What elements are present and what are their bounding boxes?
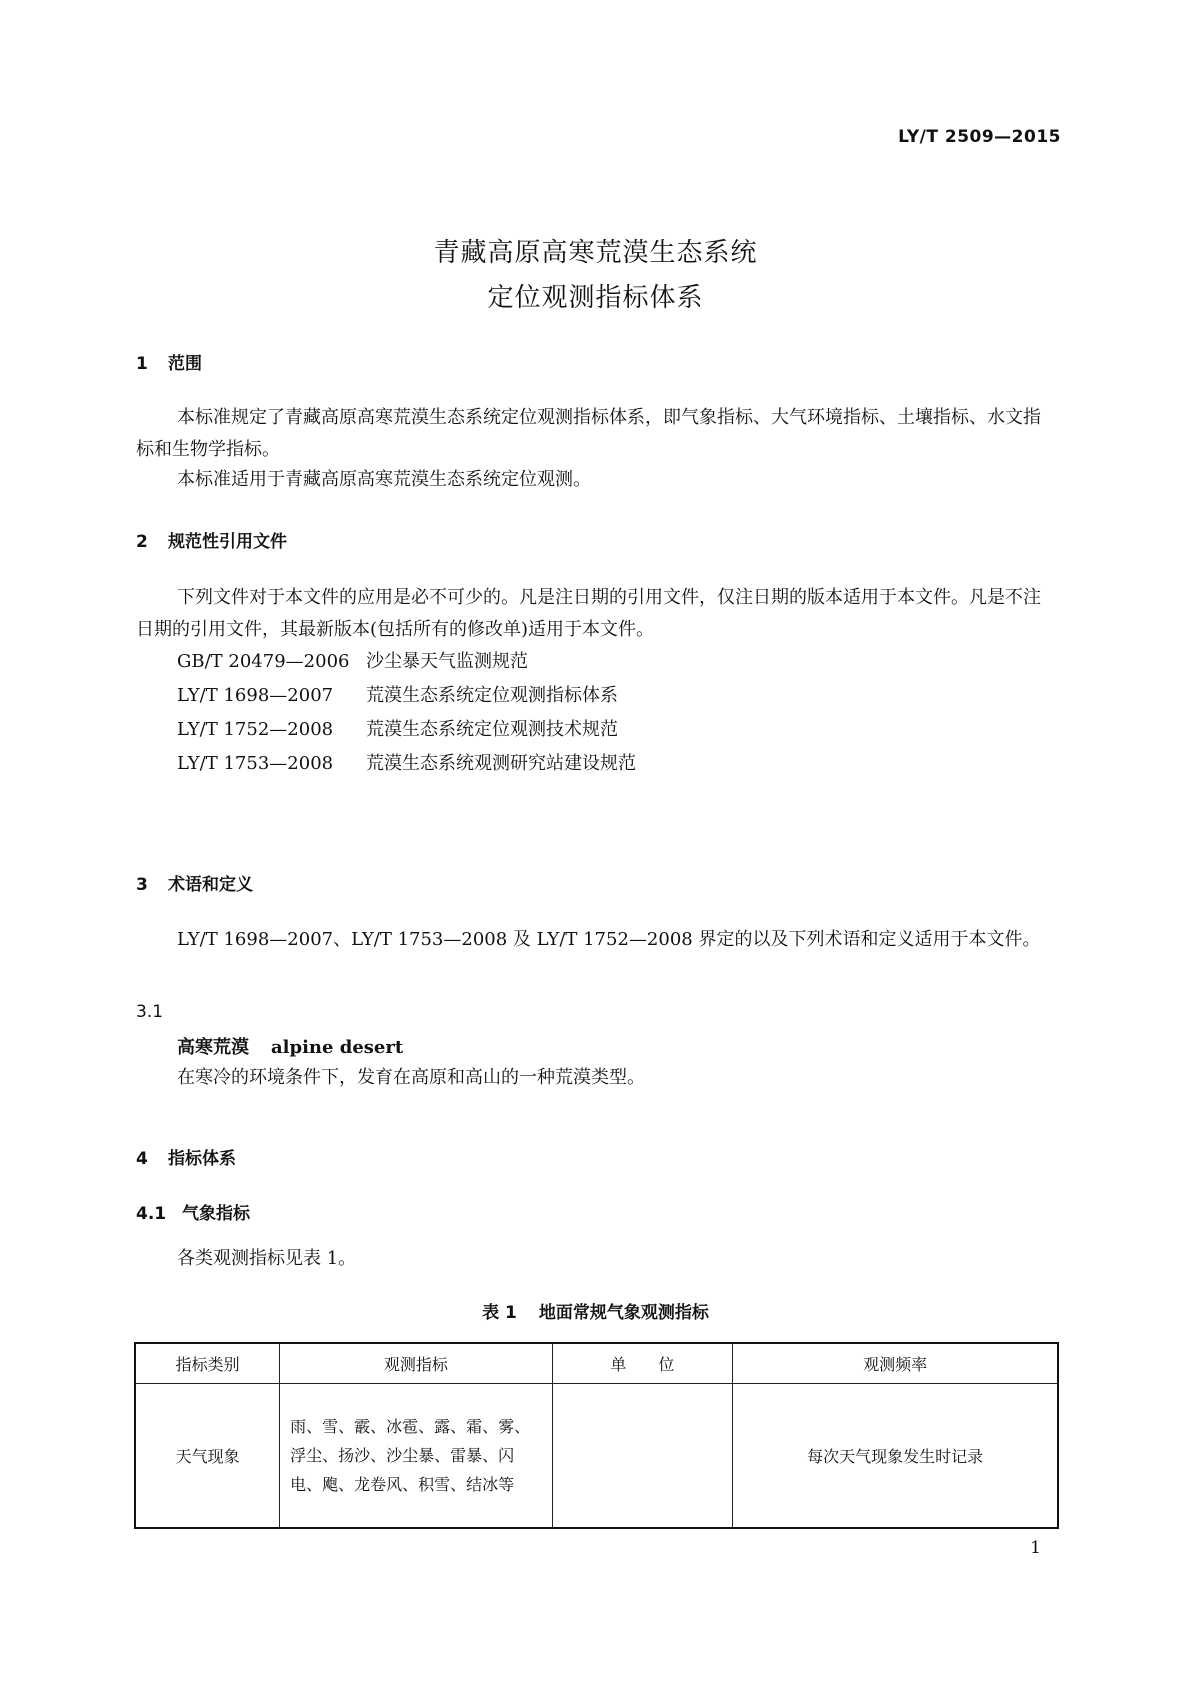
- reference-code: LY/T 1752—2008: [177, 719, 334, 740]
- reference-item: [177, 646, 528, 678]
- term-chinese: 高寒荒漠: [177, 1037, 249, 1058]
- section-4-1-heading: [136, 1199, 250, 1224]
- section-2-heading: [136, 527, 287, 552]
- column-header-category: 指标类别: [135, 1343, 280, 1384]
- cell-frequency: 每次天气现象发生时记录: [733, 1384, 1058, 1529]
- document-title-line1: 青藏高原高寒荒漠生态系统: [433, 238, 758, 268]
- reference-title: 荒漠生态系统定位观测技术规范: [366, 719, 618, 740]
- reference-item: [177, 714, 618, 746]
- section-title: 气象指标: [182, 1204, 250, 1224]
- term-english: alpine desert: [271, 1037, 404, 1058]
- reference-code: GB/T 20479—2006: [177, 651, 350, 672]
- section-number: 4.1: [136, 1204, 167, 1224]
- table-header-row: [135, 1343, 1058, 1384]
- section-number: 3: [136, 875, 148, 895]
- section-title: 规范性引用文件: [168, 532, 287, 552]
- column-header-frequency: 观测频率: [733, 1343, 1058, 1384]
- reference-code: LY/T 1698—2007: [177, 685, 334, 706]
- term-entry: [177, 1033, 403, 1059]
- term-definition: 在寒冷的环境条件下，发育在高原和高山的一种荒漠类型。: [177, 1067, 645, 1088]
- table-row: [135, 1384, 1058, 1529]
- table-1-caption: [0, 1298, 1191, 1323]
- section-number: 2: [136, 532, 148, 552]
- reference-item: [177, 680, 618, 712]
- term-number: 3.1: [136, 1002, 164, 1022]
- reference-code: LY/T 1753—2008: [177, 753, 334, 774]
- cell-unit: [552, 1384, 733, 1529]
- section-4-1-paragraph: 各类观测指标见表 1。: [177, 1248, 357, 1269]
- table-1: [134, 1342, 1059, 1529]
- reference-item: [177, 748, 636, 780]
- section-2-paragraph-1: 下列文件对于本文件的应用是必不可少的。凡是注日期的引用文件，仅注日期的版本适用于本文件。凡是不注日期的引用文件，其最新版本(包括所有的修改单)适用于本文件。: [136, 587, 1041, 640]
- section-title: 术语和定义: [168, 875, 253, 895]
- cell-indicators: 雨、雪、霰、冰雹、露、霜、雾、浮尘、扬沙、沙尘暴、雷暴、闪电、飑、龙卷风、积雪、结冰等: [280, 1384, 552, 1529]
- table-title: 地面常规气象观测指标: [538, 1303, 709, 1323]
- section-1-paragraph-2: 本标准适用于青藏高原高寒荒漠生态系统定位观测。: [177, 469, 591, 490]
- table-number: 表 1: [482, 1303, 517, 1323]
- reference-title: 荒漠生态系统定位观测指标体系: [366, 685, 618, 706]
- document-title-line2: 定位观测指标体系: [487, 283, 704, 313]
- section-title: 范围: [168, 354, 202, 374]
- section-1-heading: [136, 349, 202, 374]
- section-number: 4: [136, 1149, 148, 1169]
- section-title: 指标体系: [168, 1149, 236, 1169]
- cell-category: 天气现象: [135, 1384, 280, 1529]
- page-number: 1: [1030, 1538, 1041, 1558]
- column-header-unit: 单 位: [552, 1343, 733, 1384]
- reference-title: 荒漠生态系统观测研究站建设规范: [366, 753, 636, 774]
- section-4-heading: [136, 1144, 236, 1169]
- reference-title: 沙尘暴天气监测规范: [366, 651, 528, 672]
- section-3-paragraph-1: LY/T 1698—2007、LY/T 1753—2008 及 LY/T 1752—2008 界定的以及下列术语和定义适用于本文件。: [177, 929, 1041, 950]
- column-header-indicators: 观测指标: [280, 1343, 552, 1384]
- section-1-paragraph-1: 本标准规定了青藏高原高寒荒漠生态系统定位观测指标体系，即气象指标、大气环境指标、土壤指标、水文指标和生物学指标。: [136, 407, 1041, 460]
- section-3-heading: [136, 870, 253, 895]
- standard-code: LY/T 2509—2015: [898, 127, 1061, 147]
- section-number: 1: [136, 354, 148, 374]
